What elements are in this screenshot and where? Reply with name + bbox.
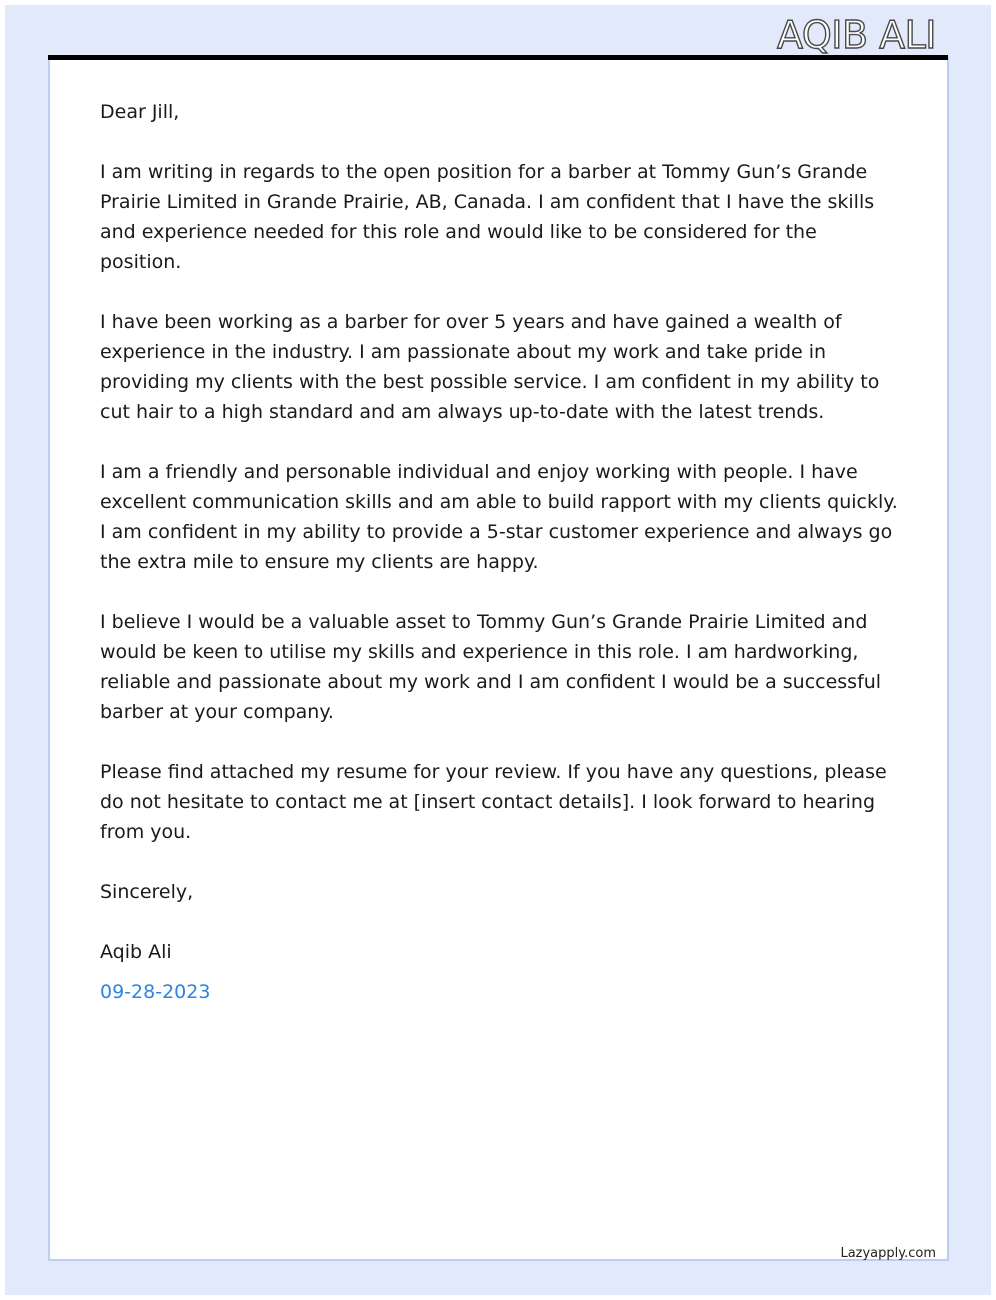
letter-paragraph: I have been working as a barber for over 5 years and have gained a wealth of experience in the industry. I am passionate about my work and take pride in providing my clients with the best possible service. I am confident in my ability to cut hair to a high standard and am always up-to-date with the latest trends. — [100, 311, 880, 423]
footer-watermark[interactable]: Lazyapply.com — [840, 1246, 936, 1261]
applicant-name-header: AQIB ALI — [777, 13, 936, 57]
letter-signature: Aqib Ali — [100, 941, 172, 963]
letter-closing: Sincerely, — [100, 881, 194, 903]
letter-paragraph: I am writing in regards to the open position for a barber at Tommy Gun’s Grande Prairie Limited in Grande Prairie, AB, Canada. I am confident that I have the skills and experience needed for this role and would like to be considered for the position. — [100, 161, 875, 273]
letter-paragraph: I am a friendly and personable individual and enjoy working with people. I have excellent communication skills and am able to build rapport with my clients quickly. I am confident in my ability to provide a 5-star customer experience and always go the extra mile to ensure my clients are happy. — [100, 461, 898, 573]
letter-body — [100, 97, 900, 1007]
letter-greeting: Dear Jill, — [100, 101, 180, 123]
letter-paragraph: I believe I would be a valuable asset to Tommy Gun’s Grande Prairie Limited and would be keen to utilise my skills and experience in this role. I am hardworking, reliable and passionate about my work and I am confident I would be a successful barber at your company. — [100, 611, 882, 723]
letter-paragraph: Please find attached my resume for your review. If you have any questions, please do not hesitate to contact me at [insert contact details]. I look forward to hearing from you. — [100, 761, 887, 843]
letter-date: 09-28-2023 — [100, 981, 211, 1003]
